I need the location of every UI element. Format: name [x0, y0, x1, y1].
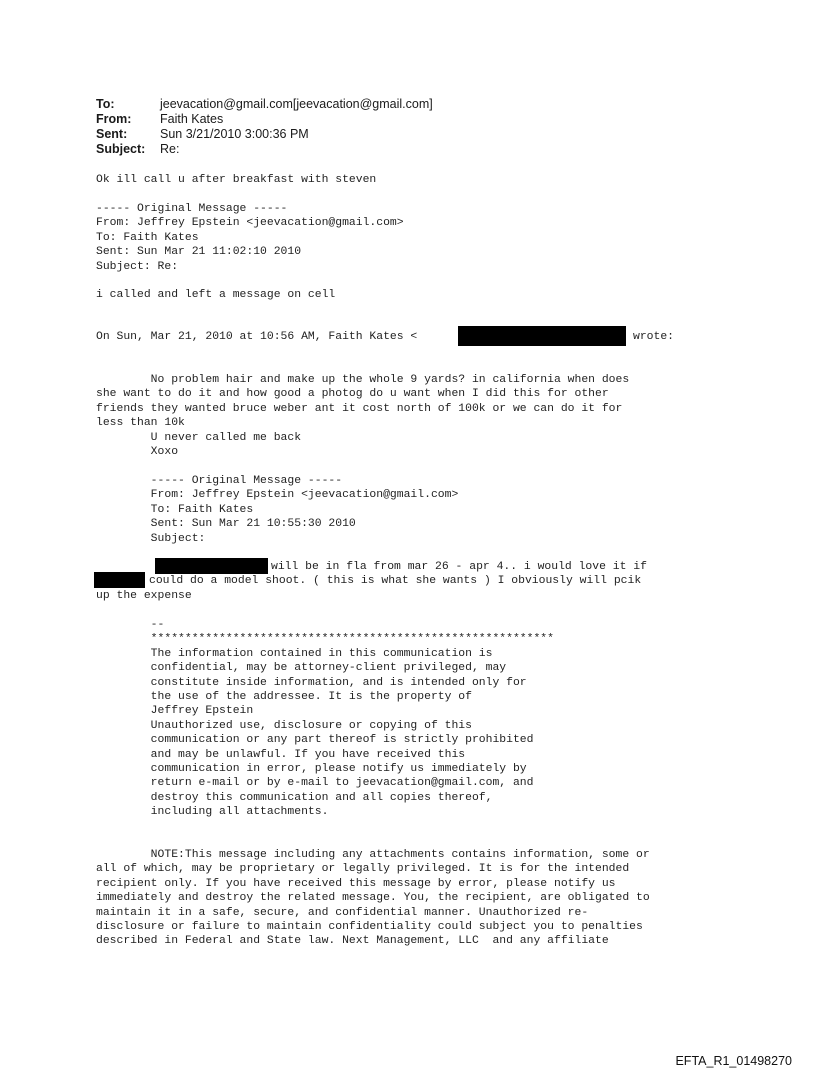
original-message-2: ----- Original Message ----- From: Jeffrey Epstein <jeevacation@gmail.com> To: Faith Kates Sent: Sun Mar 21 10:55:30 2010 Subject: [150, 475, 459, 545]
note-text: NOTE:This message including any attachments contains information, some or all of which, may be proprietary or legally privileged. It is for the intended recipient only. If you have received this message by error, please notify us immediately and destroy the related message. You, the recipient, are obligated to maintain it in a safe, secure, and confidential manner. Unauthorized re- disclosure or failure to maintain confidentiality could subject you to penalties described in Federal and State law. Next Management, LLC and any affiliate [96, 849, 650, 948]
email-header [96, 97, 496, 159]
on-sun-prefix: On Sun, Mar 21, 2010 at 10:56 AM, Faith Kates < [96, 331, 418, 343]
from-value: Faith Kates [160, 112, 224, 126]
subject-value: Re: [160, 142, 180, 156]
redaction-email [458, 326, 626, 346]
disclaimer-text: -- *********************************************************** The information contained in this communication is confidential, may be attorney-client privileged, may constitute inside information, and is intended only for the use of the addressee. It is the property of Jeffrey Epstein Unauthorized use, disclosure or copying of this communication or any part thereof is strictly prohibited and may be unlawful. If you have received this communication in error, please notify us immediately by return e-mail or by e-mail to jeevacation@gmail.com, and destroy this communication and all copies thereof, including all attachments. [150, 619, 554, 819]
reply-text: Ok ill call u after breakfast with steven [96, 174, 377, 186]
document-id: EFTA_R1_01498270 [675, 1054, 792, 1068]
fla-line-3: up the expense [96, 590, 192, 602]
sent-label: Sent: [96, 127, 128, 141]
redaction-name-2 [94, 572, 145, 588]
to-value: jeevacation@gmail.com[jeevacation@gmail.com] [160, 97, 433, 111]
original-message-1: ----- Original Message ----- From: Jeffrey Epstein <jeevacation@gmail.com> To: Faith Kates Sent: Sun Mar 21 11:02:10 2010 Subject: Re: [96, 203, 404, 273]
subject-label: Subject: [96, 142, 146, 156]
sent-value: Sun 3/21/2010 3:00:36 PM [160, 127, 309, 141]
to-label: To: [96, 97, 115, 111]
fla-line-1: will be in fla from mar 26 - apr 4.. i would love it if [271, 561, 647, 573]
from-label: From: [96, 112, 132, 126]
redaction-name-1 [155, 558, 268, 574]
no-problem-text: No problem hair and make up the whole 9 yards? in california when does she want to do it and how good a photog do u want when I did this for other friends they wanted bruce weber ant it cost north of 100k or we can do it for less than 10k U never called me back Xoxo [96, 374, 630, 459]
fla-line-2: could do a model shoot. ( this is what she wants ) I obviously will pcik [149, 575, 642, 587]
on-sun-suffix: wrote: [633, 331, 675, 343]
called-text: i called and left a message on cell [96, 289, 336, 301]
